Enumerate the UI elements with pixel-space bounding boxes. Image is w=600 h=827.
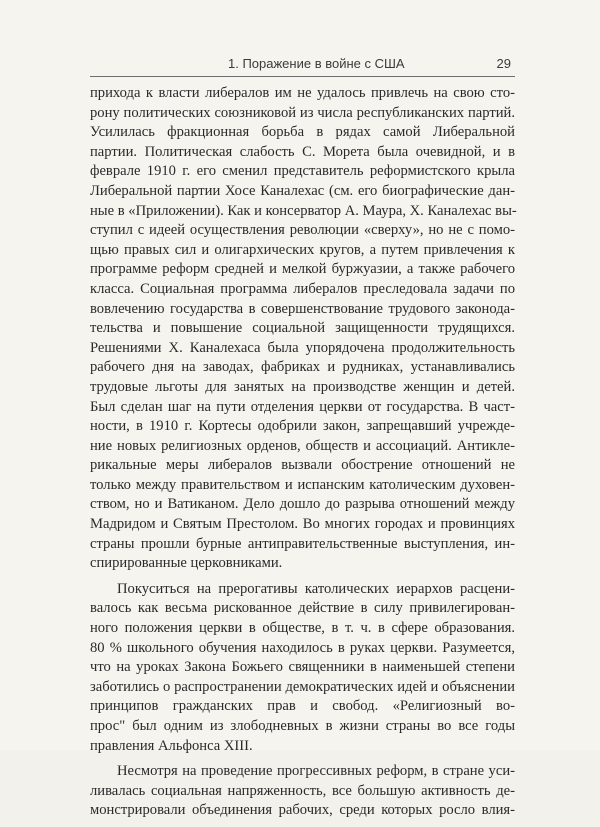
body-text — [90, 84, 515, 827]
running-head — [90, 52, 515, 77]
text-line: класса. Социальная программа либералов преследовала задачи по — [90, 280, 515, 297]
text-line: Мадридом и Святым Престолом. Во многих городах и провинциях — [90, 516, 515, 533]
text-line: прос" был одним из злободневных в жизни страны во все годы — [90, 718, 515, 734]
text-line: рабочего дня на заводах, фабриках и рудниках, устанавливались — [90, 359, 515, 376]
text-line: вовлечению государства в совершенствование трудового законода- — [90, 300, 515, 317]
text-line: ступил с идеей осуществления революции «сверху», но не с помо- — [90, 222, 515, 239]
text-line: спирированные церковниками. — [90, 555, 283, 572]
text-line: Либеральной партии Хосе Каналехас (см. его биографические дан- — [90, 182, 515, 199]
text-line: заботились о распространении демократических идей и объяснении — [90, 678, 515, 695]
chapter-title: 1. Поражение в войне с США — [228, 56, 405, 71]
page-number: 29 — [496, 56, 511, 71]
text-line: ные в «Приложении). Как и консерватор А. Маура, Х. Каналехас вы- — [90, 202, 517, 219]
text-line: трудовые льготы для занятых на производстве женщин и детей. — [90, 378, 515, 395]
text-line: принципов гражданских прав и свобод. «Религиозный во- — [90, 698, 515, 715]
text-line: программе реформ средней и мелкой буржуазии, а также рабочего — [90, 261, 515, 278]
paragraph — [90, 580, 515, 756]
text-line: Был сделан шаг на пути отделения церкви от государства. В част- — [90, 398, 515, 415]
text-line: щью правых сил и олигархических кругов, а путем привлечения к — [90, 241, 515, 258]
text-line: ством, но и Ватиканом. Дело дошло до разрыва отношений между — [90, 496, 515, 513]
text-line: монстрировали объединения рабочих, среди которых росло влия- — [90, 802, 515, 819]
text-line: ности, в 1910 г. Кортесы одобрили закон, запрещавший учрежде- — [90, 418, 515, 435]
text-line: тельства и повышение социальной защищенности трудящихся. — [90, 320, 515, 337]
text-line: правления Альфонса XIII. — [90, 737, 253, 754]
text-line: ние новых религиозных орденов, обществ и ассоциаций. Антикле- — [90, 437, 515, 454]
text-line: Решениями Х. Каналехаса была упорядочена продолжительность — [90, 339, 515, 356]
text-line: Усилилась фракционная борьба в рядах самой Либеральной — [90, 124, 515, 141]
text-line: ливалась социальная напряженность, все большую активность де- — [90, 782, 515, 799]
text-line: что на уроках Закона Божьего священники в наименьшей степени — [90, 659, 515, 676]
text-line: партии. Политическая слабость С. Морета была очевидной, и в — [90, 143, 515, 160]
text-line: ного положения церкви в обществе, в т. ч. в сфере образования. — [90, 620, 515, 637]
text-line: феврале 1910 г. его сменил представитель реформистского крыла — [90, 163, 515, 180]
paragraph — [90, 762, 515, 821]
text-line: страны прошли бурные антиправительственные выступления, ин- — [90, 535, 515, 552]
text-line: Несмотря на проведение прогрессивных реформ, в стране уси- — [117, 763, 515, 780]
text-line: валось как весьма рискованное действие в силу привилегирован- — [90, 600, 515, 617]
text-line: рикальные меры либералов вызвали обострение отношений не — [90, 457, 515, 474]
text-line: только между правительством и испанским католическим духовен- — [90, 476, 515, 493]
paragraph — [90, 84, 515, 574]
text-line: 80 % школьного обучения находилось в руках церкви. Разумеется, — [90, 639, 515, 656]
text-line: прихода к власти либералов им не удалось привлечь на свою сто- — [90, 85, 515, 101]
text-line: Покуситься на прерогативы католических иерархов расцени- — [117, 580, 515, 597]
text-line: рону политических союзниковой из числа республиканских партий. — [90, 104, 515, 121]
